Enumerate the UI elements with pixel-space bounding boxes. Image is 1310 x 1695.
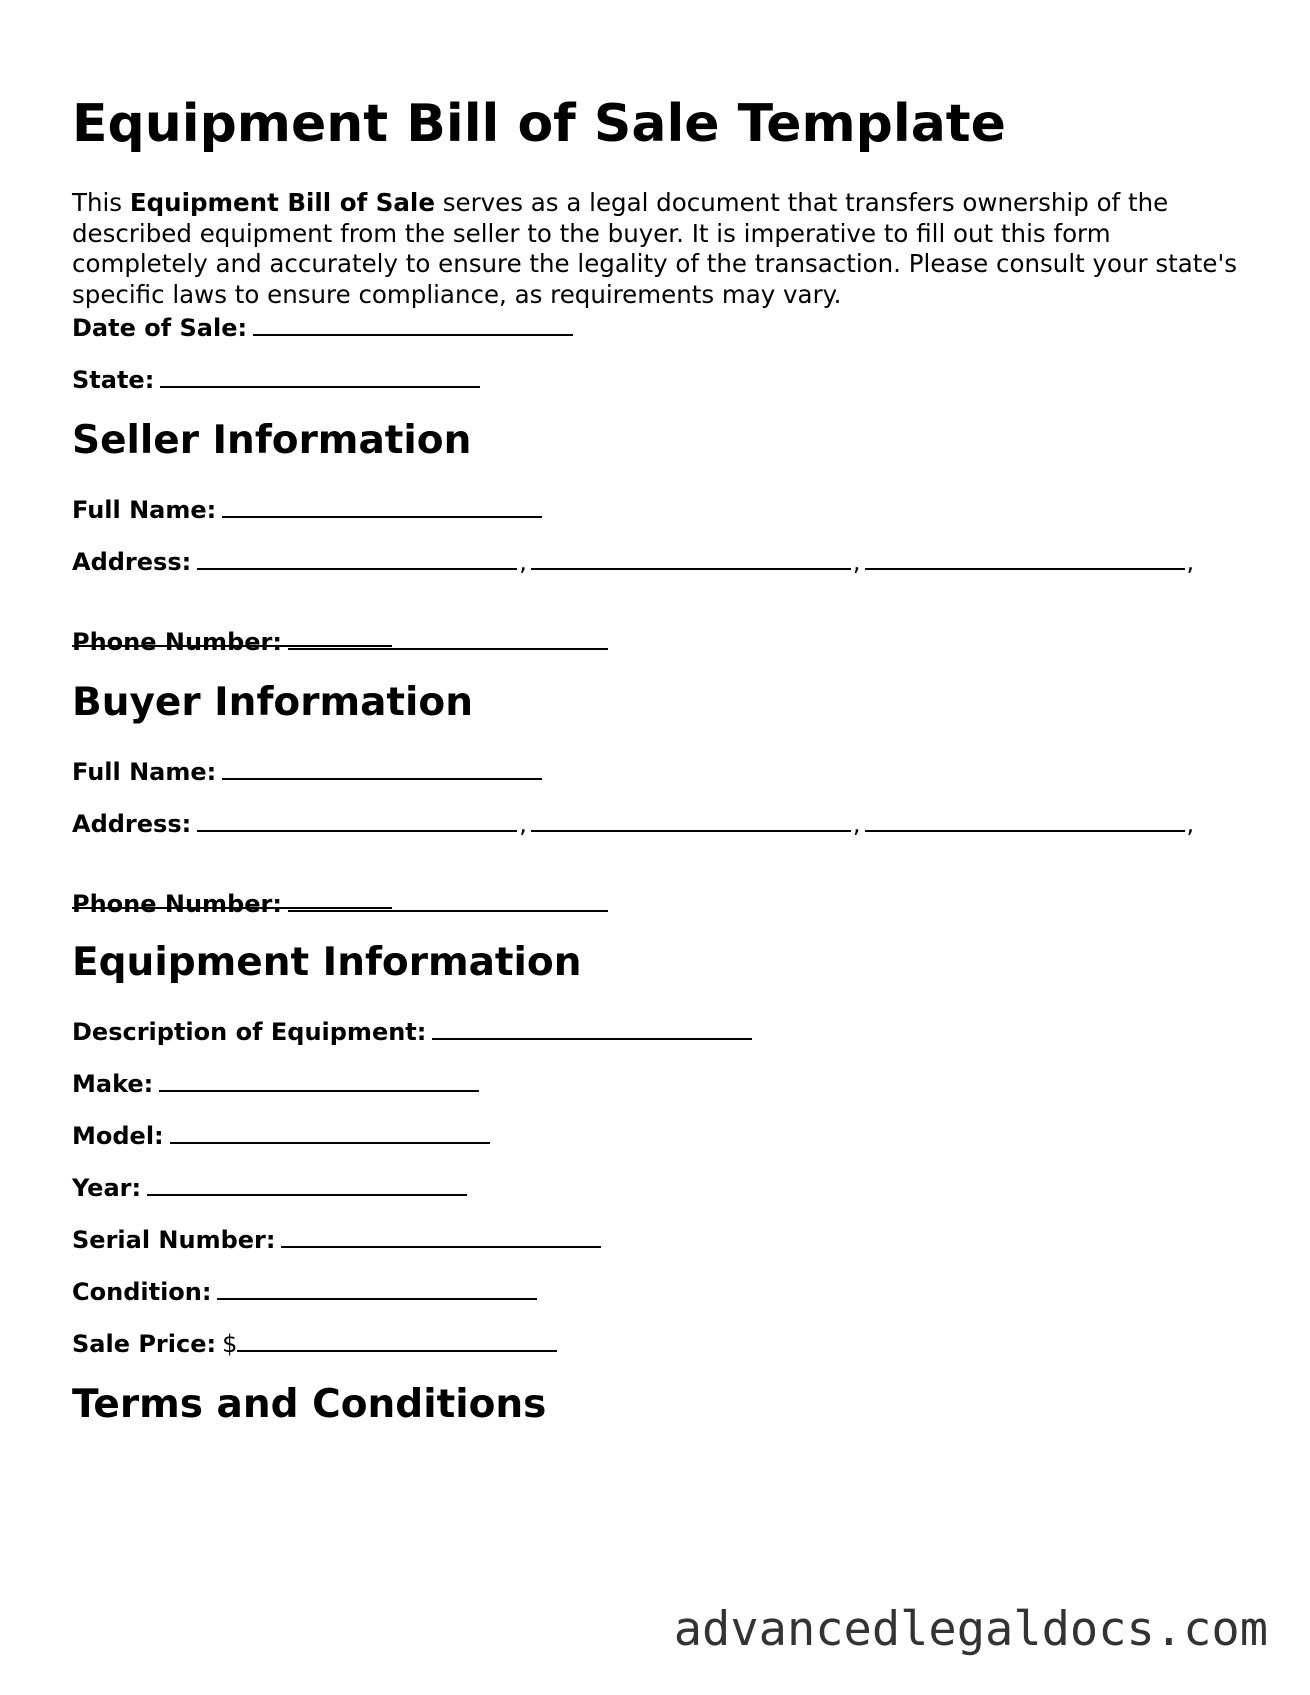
make-label: Make:: [72, 1070, 154, 1098]
separator: ,: [519, 810, 527, 838]
description-field: [72, 1016, 752, 1047]
make-blank[interactable]: [159, 1068, 479, 1092]
date-of-sale-field: [72, 312, 573, 343]
seller-address-blank-2[interactable]: [531, 546, 851, 570]
year-label: Year:: [72, 1174, 142, 1202]
make-field: [72, 1068, 479, 1099]
serial-blank[interactable]: [281, 1224, 601, 1248]
buyer-address-label: Address:: [72, 810, 192, 838]
date-of-sale-blank[interactable]: [253, 312, 573, 336]
buyer-phone-blank[interactable]: [288, 888, 608, 912]
year-field: [72, 1172, 467, 1203]
buyer-phone-label: Phone Number:: [72, 890, 282, 918]
state-field: [72, 364, 480, 395]
separator: ,: [519, 548, 527, 576]
intro-paragraph: [72, 188, 1242, 310]
buyer-address-blank-2[interactable]: [531, 808, 851, 832]
state-blank[interactable]: [160, 364, 480, 388]
seller-address-blank-1[interactable]: [197, 546, 517, 570]
buyer-address-field: [72, 808, 1198, 839]
intro-prefix: This: [72, 188, 130, 217]
condition-blank[interactable]: [217, 1276, 537, 1300]
intro-suffix: serves as a legal document that transfers ownership of the described equipment from the seller to the buyer. It is imperative to fill out this form completely and accurately to ensure the legality of the transaction. Please consult your state's specific laws to ensure compliance, as requirements may vary.: [72, 188, 1237, 309]
sale-price-field: [72, 1328, 557, 1359]
seller-name-blank[interactable]: [222, 494, 542, 518]
separator: ,: [852, 548, 861, 576]
buyer-name-field: [72, 756, 542, 787]
document-title: Equipment Bill of Sale Template: [72, 94, 1006, 154]
seller-name-field: [72, 494, 542, 525]
seller-name-label: Full Name:: [72, 496, 217, 524]
condition-label: Condition:: [72, 1278, 212, 1306]
model-blank[interactable]: [170, 1120, 490, 1144]
serial-field: [72, 1224, 601, 1255]
terms-heading: Terms and Conditions: [72, 1382, 547, 1427]
buyer-name-blank[interactable]: [222, 756, 542, 780]
separator: ,: [852, 810, 861, 838]
buyer-address-blank-1[interactable]: [197, 808, 517, 832]
buyer-address-blank-3[interactable]: [865, 808, 1185, 832]
sale-price-label: Sale Price:: [72, 1330, 217, 1358]
buyer-name-label: Full Name:: [72, 758, 217, 786]
seller-phone-field: [72, 626, 608, 657]
intro-bold: Equipment Bill of Sale: [129, 188, 435, 217]
sale-price-blank[interactable]: [237, 1328, 557, 1352]
buyer-heading: Buyer Information: [72, 680, 473, 725]
separator: ,: [1186, 548, 1195, 576]
description-label: Description of Equipment:: [72, 1018, 427, 1046]
description-blank[interactable]: [432, 1016, 752, 1040]
buyer-phone-field: [72, 888, 608, 919]
serial-label: Serial Number:: [72, 1226, 276, 1254]
seller-phone-label: Phone Number:: [72, 628, 282, 656]
condition-field: [72, 1276, 537, 1307]
date-of-sale-label: Date of Sale:: [72, 314, 248, 342]
model-field: [72, 1120, 490, 1151]
seller-address-blank-3[interactable]: [865, 546, 1185, 570]
seller-address-field: [72, 546, 1198, 577]
seller-heading: Seller Information: [72, 418, 472, 463]
separator: ,: [1186, 810, 1195, 838]
seller-address-label: Address:: [72, 548, 192, 576]
model-label: Model:: [72, 1122, 164, 1150]
year-blank[interactable]: [147, 1172, 467, 1196]
state-label: State:: [72, 366, 155, 394]
currency-symbol: $: [222, 1330, 238, 1358]
equipment-heading: Equipment Information: [72, 940, 582, 985]
watermark: advancedlegaldocs.com: [673, 1602, 1268, 1657]
seller-phone-blank[interactable]: [288, 626, 608, 650]
